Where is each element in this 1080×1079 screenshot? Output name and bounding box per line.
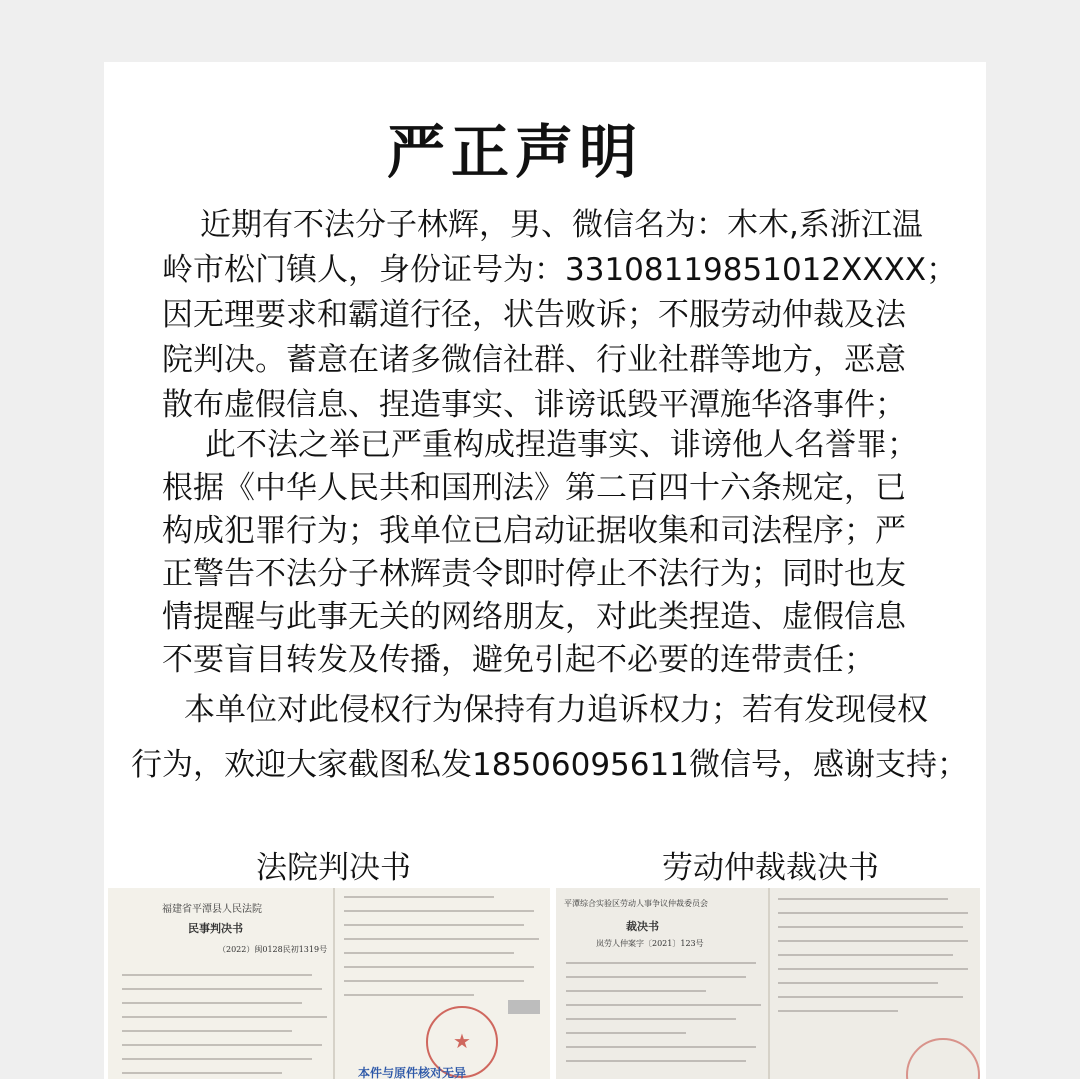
arbitration-award-caption: 劳动仲裁裁决书 [662, 850, 879, 886]
statement-line: 近期有不法分子林辉，男、微信名为：木木,系浙江温 [200, 207, 923, 243]
statement-line: 行为，欢迎大家截图私发18506095611微信号，感谢支持； [131, 747, 968, 783]
statement-line: 情提醒与此事无关的网络朋友，对此类捏造、虚假信息 [162, 599, 906, 635]
statement-line: 散布虚假信息、捏造事实、诽谤诋毁平潭施华洛事件； [162, 387, 906, 423]
statement-line: 因无理要求和霸道行径，状告败诉；不服劳动仲裁及法 [162, 297, 906, 333]
case-number: 岚劳人仲案字〔2021〕123号 [596, 939, 704, 948]
statement-line: 岭市松门镇人，身份证号为：33108119851012XXXX； [162, 252, 958, 288]
statement-line: 院判决。蓄意在诸多微信社群、行业社群等地方，恶意 [162, 342, 906, 378]
statement-line: 此不法之举已严重构成捏造事实、诽谤他人名誉罪； [205, 427, 918, 463]
statement-line: 构成犯罪行为；我单位已启动证据收集和司法程序；严 [162, 513, 906, 549]
document-type: 民事判决书 [188, 922, 243, 935]
statement-line: 正警告不法分子林辉责令即时停止不法行为；同时也友 [162, 556, 906, 592]
statement-line: 不要盲目转发及传播，避免引起不必要的连带责任； [162, 642, 875, 678]
redacted-box [508, 1000, 540, 1014]
statement-line: 本单位对此侵权行为保持有力追诉权力；若有发现侵权 [184, 692, 928, 728]
court-seal-icon: ★ [426, 1006, 498, 1078]
court-name: 福建省平潭县人民法院 [162, 904, 262, 915]
case-number: （2022）闽0128民初1319号 [218, 945, 328, 954]
arbitration-award-scan [556, 888, 980, 1079]
court-judgment-scan [108, 888, 550, 1079]
page-fold [768, 888, 770, 1079]
certified-copy-note: 本件与原件核对无异 [358, 1066, 467, 1079]
statement-line: 根据《中华人民共和国刑法》第二百四十六条规定，已 [162, 470, 906, 506]
arbitration-seal-icon [906, 1038, 980, 1079]
arbitration-committee: 平潭综合实验区劳动人事争议仲裁委员会 [564, 899, 708, 908]
page-fold [333, 888, 335, 1079]
statement-title: 严正声明 [386, 118, 643, 186]
court-judgment-caption: 法院判决书 [256, 850, 411, 886]
document-type: 裁决书 [626, 920, 659, 933]
